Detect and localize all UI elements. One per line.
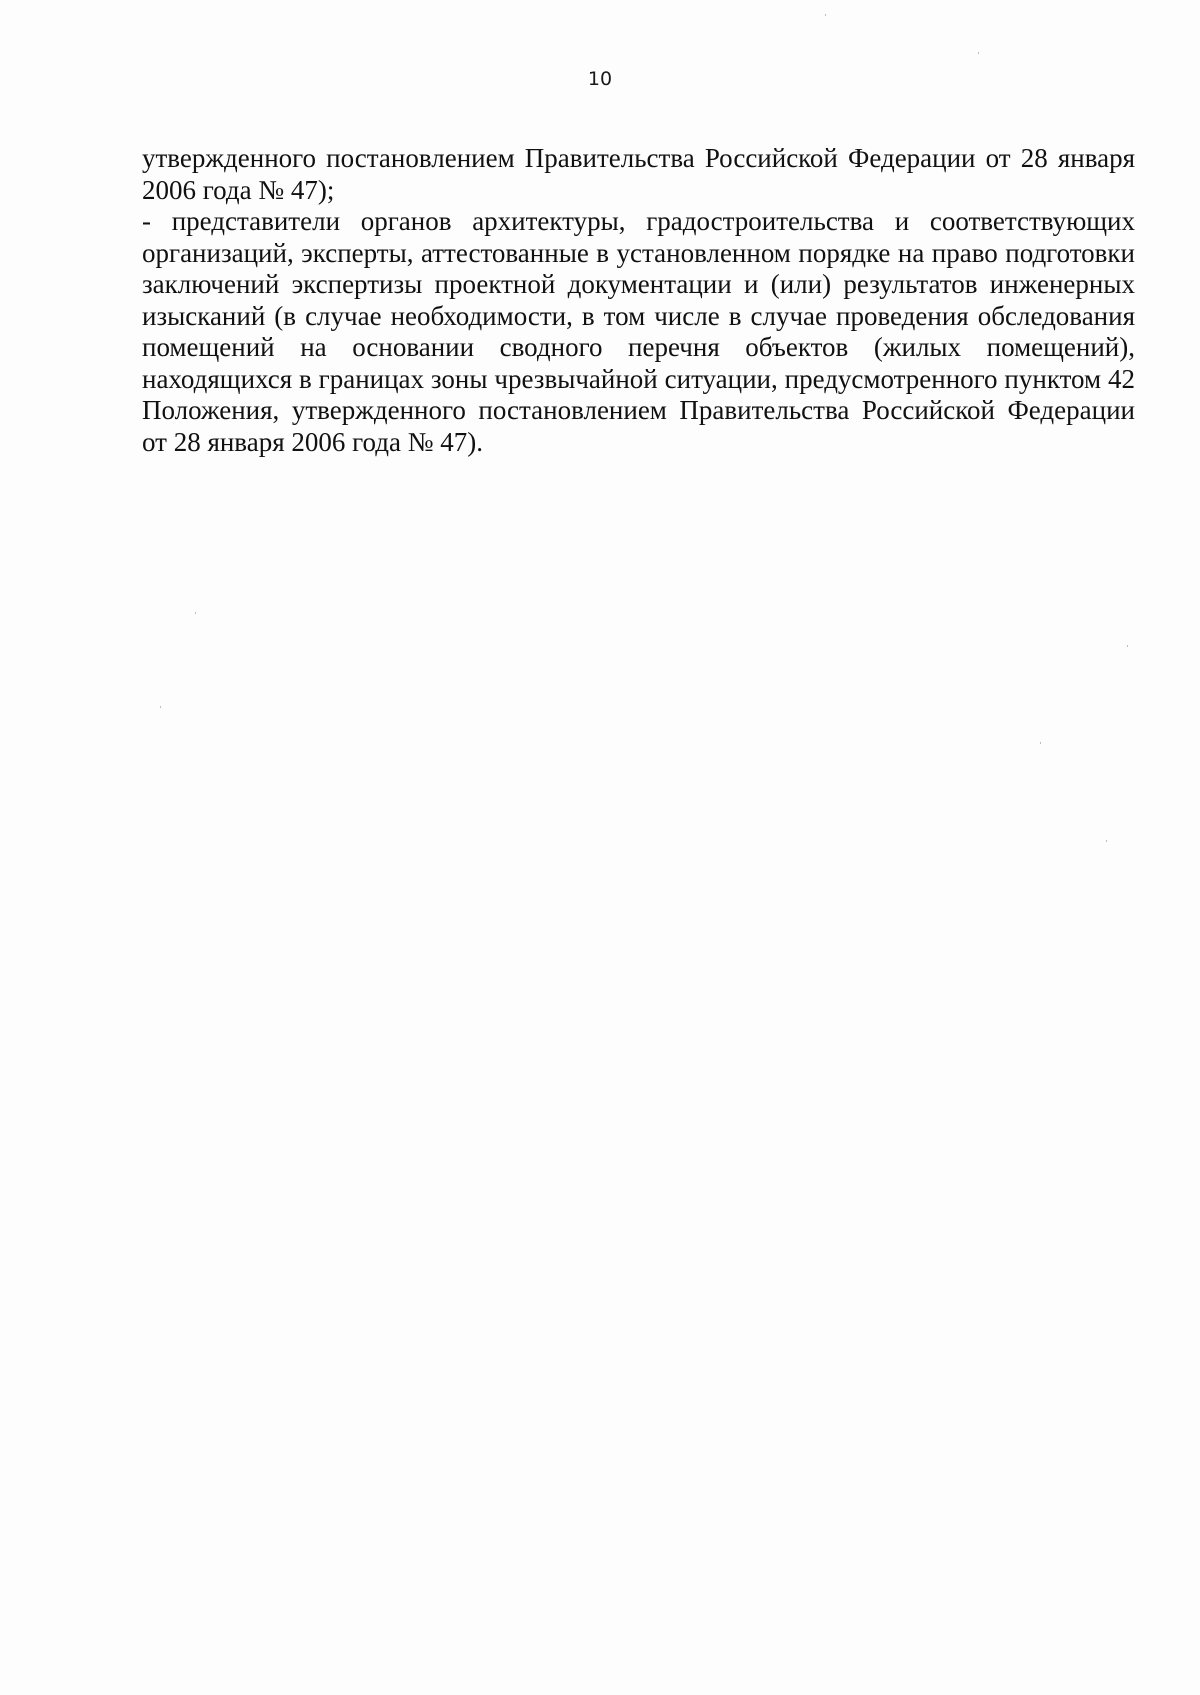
scan-artifact [160, 706, 161, 708]
scan-artifact [1106, 840, 1107, 842]
document-body [142, 143, 1135, 458]
scan-artifact [195, 612, 196, 614]
scan-artifact [978, 52, 979, 54]
page-number: 10 [587, 68, 613, 90]
scan-artifact [1040, 742, 1041, 744]
scan-artifact [1127, 645, 1128, 647]
paragraph-continuation: утвержденного постановлением Правительства Российской Федерации от 28 января 2006 года № 47); [142, 143, 1135, 205]
paragraph-representatives: - представители органов архитектуры, градостроительства и соответствующих организаций, эксперты, аттестованные в установленном порядке на право подготовки заключений экспертизы проектной документации и (или) результатов инженерных изысканий (в случае необходимости, в том числе в случае проведения обследования помещений на основании сводного перечня объектов (жилых помещений), находящихся в границах зоны чрезвычайной ситуации, предусмотренного пунктом 42 Положения, утвержденного постановлением Правительства Российской Федерации от 28 января 2006 года № 47). [142, 206, 1135, 457]
scan-artifact [825, 14, 826, 16]
